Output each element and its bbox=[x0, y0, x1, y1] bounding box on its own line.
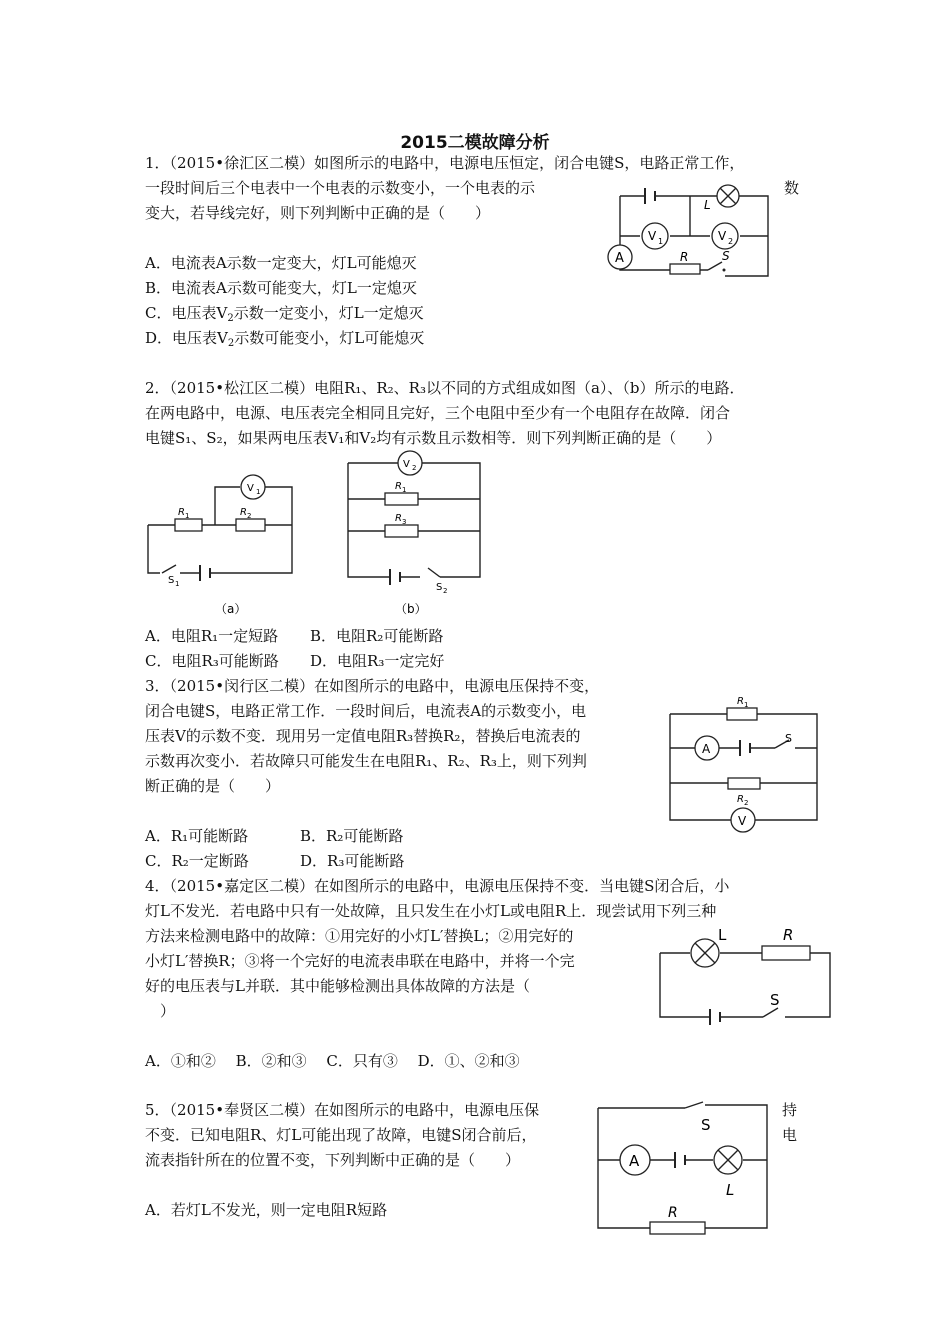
svg-text:1: 1 bbox=[402, 486, 407, 494]
q5-option-a[interactable]: A．若灯L不发光，则一定电阻R短路 bbox=[145, 1201, 388, 1219]
q1-stem-line: 变大，若导线完好，则下列判断中正确的是（ ） bbox=[145, 204, 491, 222]
lamp-label: L bbox=[704, 198, 711, 212]
svg-text:1: 1 bbox=[185, 512, 190, 520]
q2-option-c[interactable]: C．电阻R₃可能断路 bbox=[145, 652, 279, 670]
q4-stem-line: 灯L不发光．若电路中只有一处故障，且只发生在小灯L或电阻R上．现尝试用下列三种 bbox=[145, 902, 717, 920]
q1-stem-line: 一段时间后三个电表中一个电表的示数变小，一个电表的示 bbox=[145, 179, 536, 197]
svg-text:R: R bbox=[737, 696, 744, 707]
svg-text:1: 1 bbox=[658, 237, 664, 246]
q4-circuit-diagram bbox=[655, 925, 835, 1025]
svg-text:S: S bbox=[436, 582, 443, 593]
q4-stem-line: 方法来检测电路中的故障：①用完好的小灯L′替换L；②用完好的 bbox=[145, 927, 574, 945]
q4-stem-line: ） bbox=[160, 1002, 176, 1020]
q3-stem-line: 示数再次变小．若故障只可能发生在电阻R₁、R₂、R₃上，则下列判 bbox=[145, 752, 587, 770]
switch-label: S bbox=[722, 249, 730, 263]
q3-option-a[interactable]: A．R₁可能断路 bbox=[145, 827, 249, 845]
svg-text:2: 2 bbox=[412, 464, 417, 472]
svg-text:V: V bbox=[247, 483, 254, 494]
q5-circuit-diagram bbox=[595, 1100, 780, 1235]
q1-option-d[interactable]: D．电压表$V_2$示数可能变小，灯L可能熄灭 bbox=[145, 329, 425, 349]
q1-stem-line: 1．（2015•徐汇区二模）如图所示的电路中，电源电压恒定，闭合电键S，电路正常工作， bbox=[145, 154, 745, 172]
caption-b: （b） bbox=[395, 602, 427, 616]
q3-stem-line: 3．（2015•闵行区二模）在如图所示的电路中，电源电压保持不变， bbox=[145, 677, 600, 695]
q5-stem-line: 流表指针所在的位置不变，下列判断中正确的是（ ） bbox=[145, 1151, 521, 1169]
svg-text:2: 2 bbox=[728, 237, 734, 246]
q2-option-a[interactable]: A．电阻R₁一定短路 bbox=[145, 627, 279, 645]
svg-text:2: 2 bbox=[744, 799, 749, 807]
q4-stem-line: 小灯L′替换R；③将一个完好的电流表串联在电路中，并将一个完 bbox=[145, 952, 575, 970]
svg-text:R: R bbox=[240, 507, 247, 518]
svg-text:3: 3 bbox=[402, 518, 407, 526]
svg-text:S: S bbox=[168, 575, 175, 586]
svg-text:R: R bbox=[668, 1205, 678, 1221]
svg-text:R: R bbox=[395, 513, 402, 524]
svg-text:V: V bbox=[738, 814, 747, 828]
q1-option-c[interactable]: C．电压表$V_2$示数一定变小，灯L一定熄灭 bbox=[145, 304, 424, 324]
svg-text:R: R bbox=[178, 507, 185, 518]
svg-text:R: R bbox=[395, 481, 402, 492]
q3-stem-line: 断正确的是（ ） bbox=[145, 777, 281, 795]
q3-option-b[interactable]: B．R₂可能断路 bbox=[300, 827, 404, 845]
q1-option-a[interactable]: A．电流表A示数一定变大，灯L可能熄灭 bbox=[145, 254, 417, 272]
q5-stem-line: 不变．已知电阻R、灯L可能出现了故障，电键S闭合前后， bbox=[145, 1126, 537, 1144]
q5-stem-line: 持 bbox=[782, 1101, 798, 1119]
q2-circuit-diagrams bbox=[140, 455, 490, 620]
svg-text:2: 2 bbox=[247, 512, 252, 520]
voltmeter-label: V bbox=[648, 229, 657, 243]
svg-text:R: R bbox=[737, 794, 744, 805]
q3-stem-line: 闭合电键S，电路正常工作．一段时间后，电流表A的示数变小，电 bbox=[145, 702, 587, 720]
q4-stem-line: 好的电压表与L并联．其中能够检测出具体故障的方法是（ bbox=[145, 977, 530, 995]
svg-text:L: L bbox=[718, 926, 727, 944]
q2-option-d[interactable]: D．电阻R₃一定完好 bbox=[310, 652, 445, 670]
q2-option-b[interactable]: B．电阻R₂可能断路 bbox=[310, 627, 444, 645]
svg-text:A: A bbox=[629, 1152, 640, 1170]
q5-stem-line: 电 bbox=[782, 1126, 798, 1144]
page-title: 2015二模故障分析 bbox=[400, 133, 550, 153]
svg-text:S: S bbox=[770, 991, 780, 1009]
svg-text:S: S bbox=[785, 732, 792, 745]
svg-text:1: 1 bbox=[175, 580, 180, 588]
svg-text:1: 1 bbox=[256, 488, 261, 496]
svg-text:L: L bbox=[726, 1181, 735, 1199]
caption-a: （a） bbox=[215, 602, 247, 616]
q1-circuit-diagram bbox=[600, 180, 780, 280]
voltmeter-label: V bbox=[718, 229, 727, 243]
q4-options[interactable]: A．①和② B．②和③ C．只有③ D．①、②和③ bbox=[145, 1052, 520, 1070]
q1-stem-line: 数 bbox=[784, 179, 800, 197]
svg-text:V: V bbox=[403, 459, 410, 470]
ammeter-label: A bbox=[615, 251, 624, 266]
q3-stem-line: 压表V的示数不变．现用另一定值电阻R₃替换R₂，替换后电流表的 bbox=[145, 727, 581, 745]
q3-option-c[interactable]: C．R₂一定断路 bbox=[145, 852, 249, 870]
q5-stem-line: 5．（2015•奉贤区二模）在如图所示的电路中，电源电压保 bbox=[145, 1101, 540, 1119]
svg-text:A: A bbox=[702, 742, 711, 756]
svg-text:1: 1 bbox=[744, 701, 749, 709]
q2-stem-line: 电键S₁、S₂，如果两电压表V₁和V₂均有示数且示数相等．则下列判断正确的是（ ） bbox=[145, 429, 722, 447]
q2-stem-line: 在两电路中，电源、电压表完全相同且完好，三个电阻中至少有一个电阻存在故障．闭合 bbox=[145, 404, 731, 422]
q4-stem-line: 4．（2015•嘉定区二模）在如图所示的电路中，电源电压保持不变．当电键S闭合后，小 bbox=[145, 877, 730, 895]
svg-text:R: R bbox=[783, 926, 794, 944]
svg-text:2: 2 bbox=[443, 587, 448, 595]
q3-option-d[interactable]: D．R₃可能断路 bbox=[300, 852, 405, 870]
svg-text:S: S bbox=[701, 1116, 711, 1134]
q1-option-b[interactable]: B．电流表A示数可能变大，灯L一定熄灭 bbox=[145, 279, 417, 297]
q2-stem-line: 2．（2015•松江区二模）电阻R₁、R₂、R₃以不同的方式组成如图（a）、（b）所示的电路． bbox=[145, 379, 745, 397]
q3-circuit-diagram bbox=[665, 690, 825, 830]
resistor-label: R bbox=[680, 250, 689, 264]
